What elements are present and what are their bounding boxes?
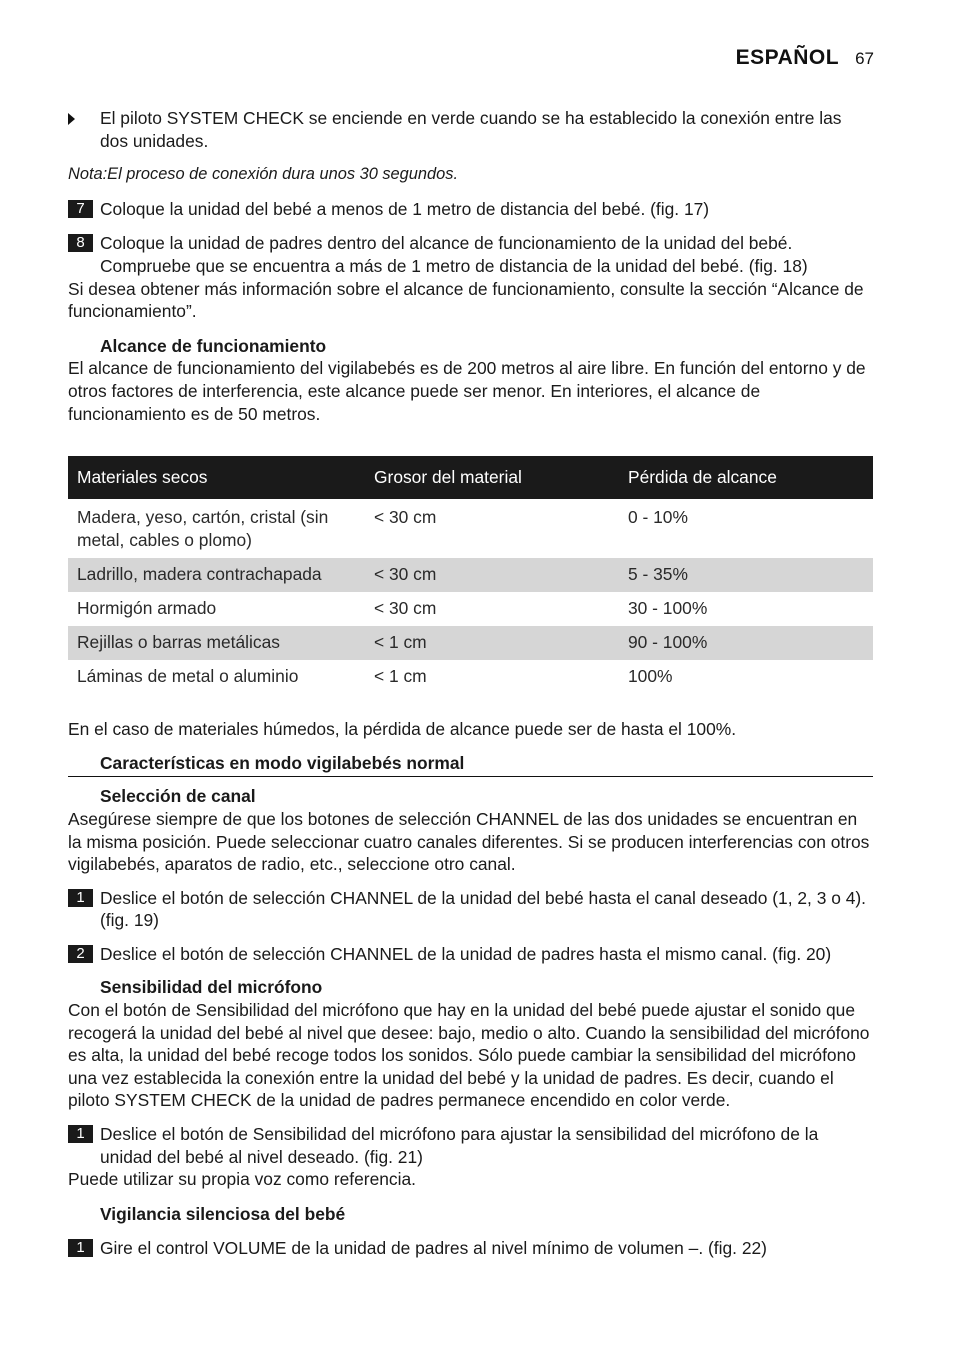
step-item — [68, 232, 873, 277]
table-cell: Láminas de metal o aluminio — [77, 666, 299, 687]
table-cell: Madera, yeso, cartón, cristal (sin metal, cables o plomo) — [77, 507, 329, 551]
step-number-badge: 1 — [68, 889, 93, 907]
table-row — [68, 626, 873, 660]
table-cell: 0 - 10% — [628, 507, 688, 528]
paragraph: El alcance de funcionamiento del vigilabebés es de 200 metros al aire libre. En función del entorno y de otros factores de interferencia, este alcance puede ser menor. En interiores, el alcance de funcionamiento es de 50 metros. — [68, 358, 866, 424]
table-cell: < 30 cm — [374, 507, 437, 528]
step-number-badge: 1 — [68, 1125, 93, 1143]
step-number-badge: 2 — [68, 945, 93, 963]
paragraph: Si desea obtener más información sobre el alcance de funcionamiento, consulte la sección “Alcance de funcionamiento”. — [68, 278, 864, 322]
step-number-badge: 7 — [68, 200, 93, 218]
column-header: Grosor del material — [374, 467, 522, 488]
step-item — [68, 1123, 873, 1168]
table-cell: Hormigón armado — [77, 598, 217, 619]
table-header-row — [68, 456, 873, 499]
section-heading: Alcance de funcionamiento — [100, 335, 327, 356]
table-cell: < 30 cm — [374, 598, 437, 619]
range-table — [68, 456, 873, 694]
step-text: Coloque la unidad del bebé a menos de 1 metro de distancia del bebé. (fig. 17) — [100, 198, 710, 219]
step-item — [68, 943, 873, 966]
step-text: Gire el control VOLUME de la unidad de padres al nivel mínimo de volumen –. (fig. 22) — [100, 1238, 767, 1259]
step-item — [68, 198, 873, 221]
table-cell: 30 - 100% — [628, 598, 708, 619]
step-text: Deslice el botón de selección CHANNEL de la unidad de padres hasta el mismo canal. (fig. 20) — [100, 943, 832, 964]
step-text: Deslice el botón de Sensibilidad del micrófono para ajustar la sensibilidad del micrófono de la unidad del bebé al nivel deseado. (fig. 21) — [100, 1124, 819, 1167]
bullet-triangle-icon — [68, 113, 75, 125]
section-heading-ruled: Características en modo vigilabebés normal — [68, 752, 873, 778]
step-item — [68, 1237, 873, 1260]
table-cell: Ladrillo, madera contrachapada — [68, 558, 365, 592]
section-heading: Selección de canal — [100, 786, 256, 807]
paragraph: En el caso de materiales húmedos, la pérdida de alcance puede ser de hasta el 100%. — [68, 719, 737, 740]
section-heading: Sensibilidad del micrófono — [100, 977, 323, 998]
table-row — [68, 592, 873, 626]
paragraph: Con el botón de Sensibilidad del micrófono que hay en la unidad del bebé puede ajustar el sonido que recogerá la unidad del bebé al nivel que desee: bajo, medio o alto. Cuando la sensibilidad del micrófono es alta, la unidad del bebé recoge todos los sonidos. Sólo puede cambiar la sensibilidad del micrófono una vez establecida la conexión entre la unidad del bebé y la unidad de padres. Es decir, cuando el piloto SYSTEM CHECK de la unidad de padres permanece encendido en color verde. — [68, 1000, 870, 1111]
step-text: Deslice el botón de selección CHANNEL de la unidad del bebé hasta el canal deseado (1, 2, 3 o 4). (fig. 19) — [100, 887, 866, 931]
table-cell: 100% — [628, 666, 673, 687]
table-cell: < 1 cm — [365, 626, 619, 660]
paragraph: Asegúrese siempre de que los botones de selección CHANNEL de las dos unidades se encuentran en la misma posición. Puede seleccionar cuatro canales diferentes. Si se producen interferencias con otros vigilabebés, aparatos de radio, etc., seleccione otro canal. — [68, 808, 870, 875]
note-text: Nota:El proceso de conexión dura unos 30 segundos. — [68, 165, 458, 184]
step-number-badge: 8 — [68, 234, 93, 252]
table-cell: < 30 cm — [365, 558, 619, 592]
table-cell: 5 - 35% — [619, 558, 873, 592]
table-row — [68, 558, 873, 592]
column-header: Materiales secos — [77, 467, 208, 488]
page-content — [68, 107, 873, 1260]
table-row — [68, 660, 873, 694]
table-row — [68, 499, 873, 558]
step-text: Coloque la unidad de padres dentro del alcance de funcionamiento de la unidad del bebé. Compruebe que se encuentra a más de 1 metro de distancia de la unidad del bebé. (fig. 18) — [100, 233, 808, 276]
section-heading: Vigilancia silenciosa del bebé — [100, 1203, 346, 1224]
language-label: ESPAÑOL — [735, 46, 840, 69]
page-number: 67 — [855, 49, 874, 68]
step-number-badge: 1 — [68, 1239, 93, 1257]
bullet-item — [68, 107, 873, 152]
paragraph: Puede utilizar su propia voz como referencia. — [68, 1169, 416, 1190]
bullet-text: El piloto SYSTEM CHECK se enciende en verde cuando se ha establecido la conexión entre las dos unidades. — [100, 108, 842, 151]
step-item — [68, 887, 873, 932]
table-cell: 90 - 100% — [619, 626, 873, 660]
table-cell: < 1 cm — [374, 666, 427, 687]
page-header — [736, 46, 874, 70]
table-cell: Rejillas o barras metálicas — [68, 626, 365, 660]
column-header: Pérdida de alcance — [628, 467, 777, 488]
